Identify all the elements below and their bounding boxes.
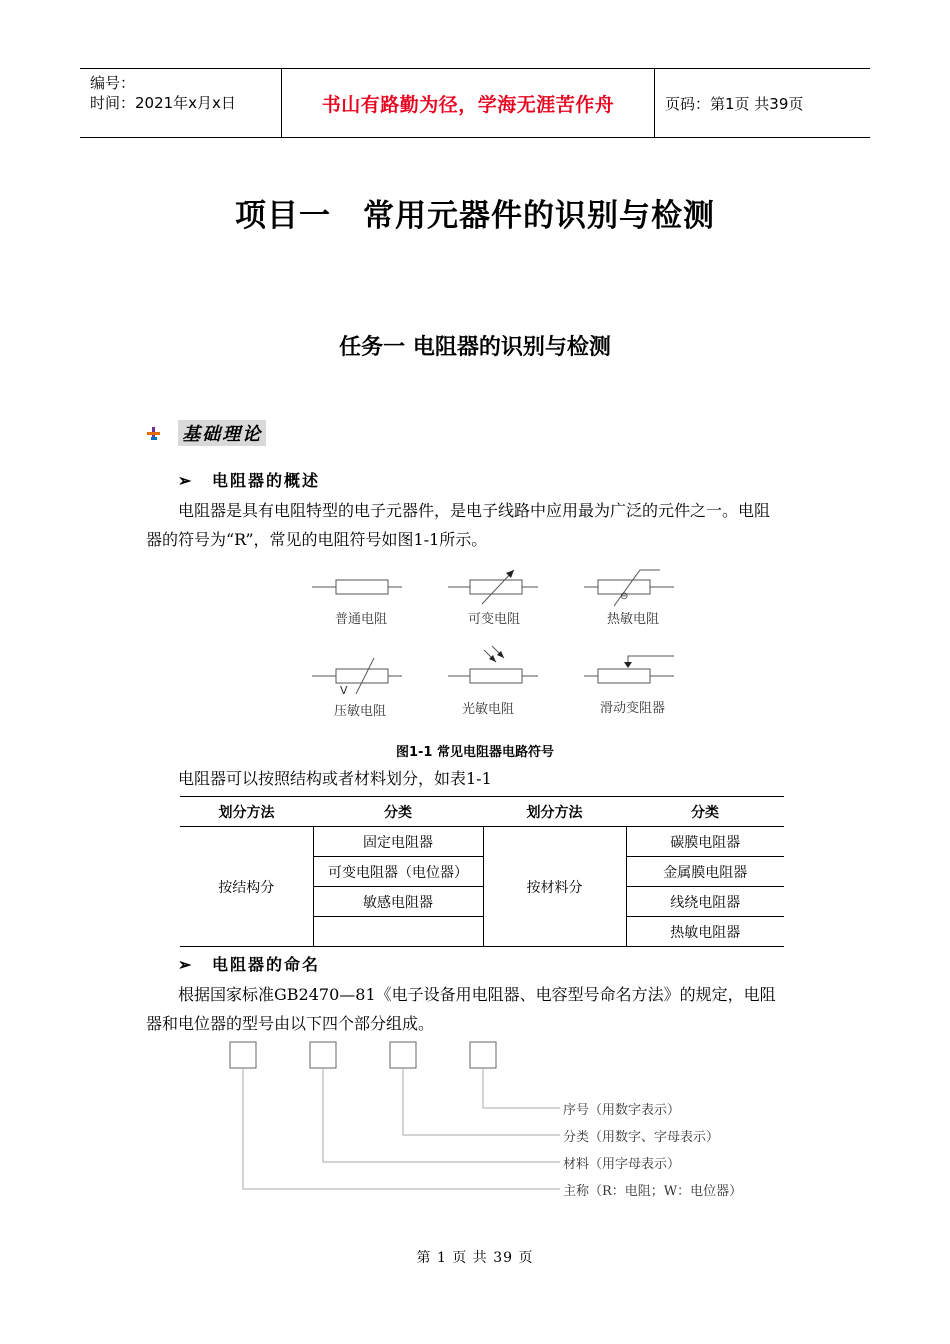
figure-caption: 图1-1 常见电阻器电路符号 xyxy=(395,745,554,760)
table-cell: 碳膜电阻器 xyxy=(626,827,784,857)
label-photo-resistor: 光敏电阻 xyxy=(462,702,515,717)
bullet-icon xyxy=(146,424,168,445)
table-header-row xyxy=(180,797,784,827)
page-title: 项目一 常用元器件的识别与检测 xyxy=(235,198,715,234)
part-box xyxy=(230,1042,256,1068)
naming-label-main-name: 主称（R：电阻；W：电位器） xyxy=(563,1184,743,1199)
thermal-resistor-symbol xyxy=(584,570,674,606)
table-cell: 固定电阻器 xyxy=(313,827,483,857)
varistor-mark: V xyxy=(340,684,348,697)
table-cell: 热敏电阻器 xyxy=(626,917,784,947)
section-title: 基础理论 xyxy=(178,420,266,446)
task-title: 任务一 电阻器的识别与检测 xyxy=(339,335,611,360)
table-row xyxy=(180,827,784,857)
varistor-symbol xyxy=(312,658,402,694)
overview-para-line1: 电阻器是具有电阻特型的电子元器件，是电子线路中应用最为广泛的元件之一。电阻 xyxy=(178,501,771,520)
label-varistor: 压敏电阻 xyxy=(334,704,387,719)
arrow-bullet-icon: ➢ xyxy=(178,955,194,974)
label-variable-resistor: 可变电阻 xyxy=(468,612,521,627)
naming-label-material: 材料（用字母表示） xyxy=(563,1157,681,1172)
slide-rheostat-symbol xyxy=(584,656,674,683)
ordinary-resistor-symbol xyxy=(312,580,402,594)
variable-resistor-symbol xyxy=(448,570,538,604)
page-header xyxy=(80,68,870,138)
classification-table xyxy=(180,796,784,947)
group-material: 按材料分 xyxy=(483,827,626,947)
naming-label-category: 分类（用数字、字母表示） xyxy=(563,1130,720,1145)
table-header: 划分方法 xyxy=(180,797,313,827)
table-cell: 线绕电阻器 xyxy=(626,887,784,917)
group-structure: 按结构分 xyxy=(180,827,313,947)
part-box xyxy=(390,1042,416,1068)
overview-heading: ➢ 电阻器的概述 xyxy=(178,471,321,490)
part-box xyxy=(470,1042,496,1068)
section-heading xyxy=(146,420,266,446)
arrow-bullet-icon: ➢ xyxy=(178,471,194,490)
table-header: 分类 xyxy=(626,797,784,827)
time-label: 时间：2021年x月x日 xyxy=(90,94,236,112)
header-page-info: 页码：第1页 共39页 xyxy=(665,95,804,113)
table-cell: 金属膜电阻器 xyxy=(626,857,784,887)
table-cell xyxy=(313,917,483,947)
label-thermal-resistor: 热敏电阻 xyxy=(607,612,660,627)
header-divider xyxy=(654,69,655,137)
table-cell: 可变电阻器（电位器） xyxy=(313,857,483,887)
table-intro: 电阻器可以按照结构或者材料划分，如表1-1 xyxy=(178,769,492,788)
thermal-mark-icon: ⊖ xyxy=(620,591,629,602)
label-ordinary-resistor: 普通电阻 xyxy=(335,612,388,627)
table-cell: 敏感电阻器 xyxy=(313,887,483,917)
naming-label-sequence: 序号（用数字表示） xyxy=(563,1103,681,1118)
label-slide-rheostat: 滑动变阻器 xyxy=(600,701,666,716)
part-box xyxy=(310,1042,336,1068)
header-left xyxy=(90,73,236,113)
naming-diagram xyxy=(225,1038,565,1198)
naming-para-line2: 器和电位器的型号由以下四个部分组成。 xyxy=(146,1014,435,1033)
overview-para-line2: 器的符号为“R”，常见的电阻符号如图1-1所示。 xyxy=(146,530,488,549)
page-footer: 第 1 页 共 39 页 xyxy=(416,1250,534,1266)
naming-para-line1: 根据国家标准GB2470—81《电子设备用电阻器、电容型号命名方法》的规定，电阻 xyxy=(178,985,776,1004)
number-label: 编号： xyxy=(90,74,136,92)
resistor-symbols-figure xyxy=(300,560,690,720)
photo-resistor-symbol xyxy=(448,646,538,683)
table-header: 划分方法 xyxy=(483,797,626,827)
naming-heading: ➢ 电阻器的命名 xyxy=(178,955,321,974)
header-motto: 书山有路勤为径，学海无涯苦作舟 xyxy=(321,93,615,116)
table-header: 分类 xyxy=(313,797,483,827)
